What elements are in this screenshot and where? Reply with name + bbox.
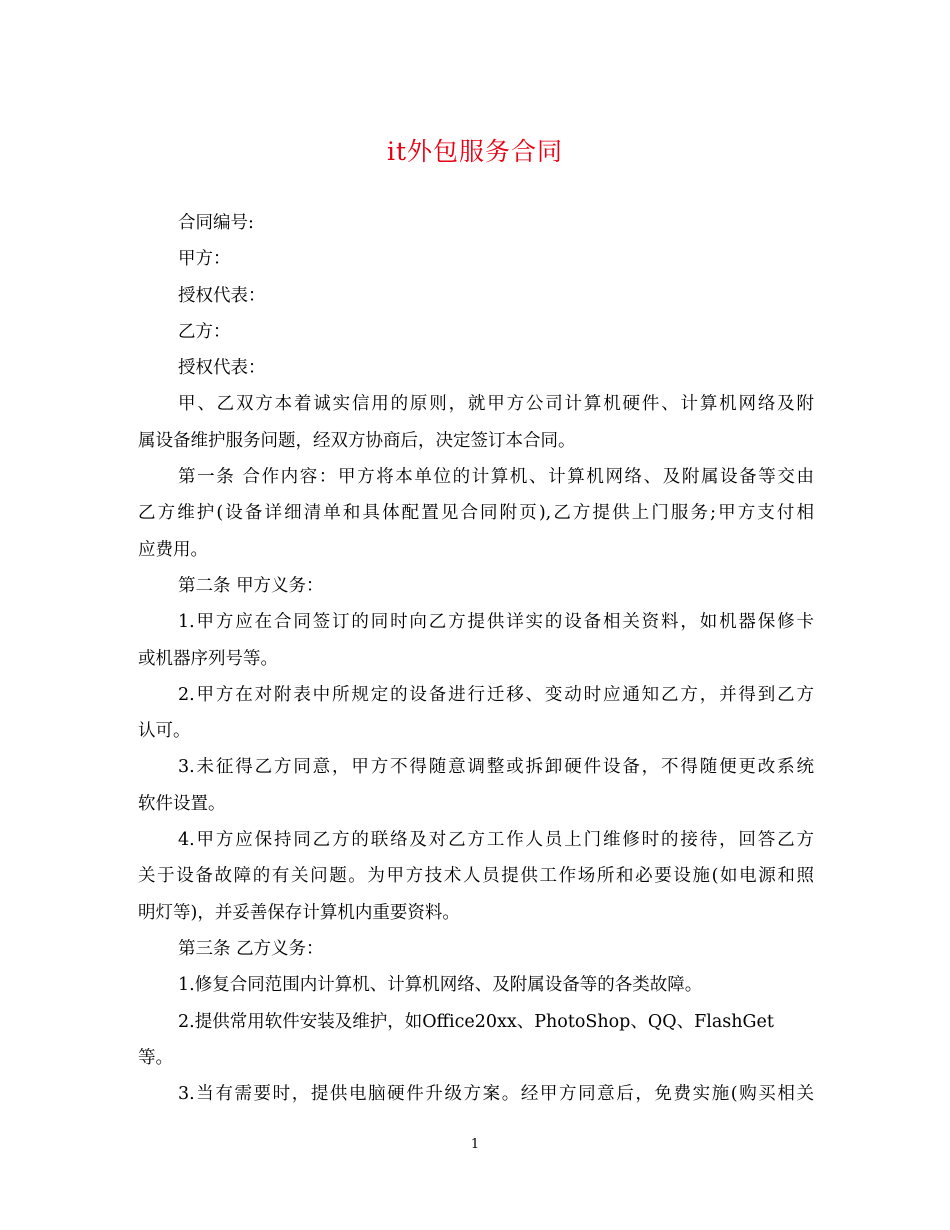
body-line: 合同编号: <box>178 213 254 233</box>
body-line: 第三条 乙方义务： <box>178 938 324 959</box>
body-line: 或机器序列号等。 <box>138 648 278 669</box>
body-line: 授权代表： <box>178 285 266 306</box>
body-line: 属设备维护服务问题，经双方协商后，决定签订本合同。 <box>138 430 576 451</box>
document-title: it外包服务合同 <box>386 137 564 166</box>
body-line: 关于设备故障的有关问题。为甲方技术人员提供工作场所和必要设施(如电源和照 <box>138 866 814 887</box>
body-line: 3.未征得乙方同意，甲方不得随意调整或拆卸硬件设备，不得随便更改系统 <box>178 757 814 778</box>
body-line: 授权代表： <box>178 358 266 379</box>
body-line: 认可。 <box>138 721 191 742</box>
body-line: 乙方维护(设备详细清单和具体配置见合同附页),乙方提供上门服务;甲方支付相 <box>138 503 814 524</box>
page-number: 1 <box>470 1137 480 1152</box>
body-line: 乙方： <box>178 321 231 342</box>
body-line: 1.修复合同范围内计算机、计算机网络、及附属设备等的各类故障。 <box>178 975 703 996</box>
body-line: 3.当有需要时，提供电脑硬件升级方案。经甲方同意后，免费实施(购买相关 <box>178 1084 814 1105</box>
body-line: 2.甲方在对附表中所规定的设备进行迁移、变动时应通知乙方，并得到乙方 <box>178 684 814 705</box>
body-line: 第二条 甲方义务： <box>178 575 324 596</box>
body-line: 甲、乙双方本着诚实信用的原则，就甲方公司计算机硬件、计算机网络及附 <box>178 394 814 415</box>
body-line: 2.提供常用软件安装及维护，如Office20xx、PhotoShop、QQ、FlashGet <box>178 1011 774 1032</box>
document-body <box>138 205 814 1112</box>
body-line: 软件设置。 <box>138 793 226 814</box>
body-line: 4.甲方应保持同乙方的联络及对乙方工作人员上门维修时的接待，回答乙方 <box>178 830 814 851</box>
body-line: 甲方： <box>178 249 231 270</box>
body-line: 应费用。 <box>138 539 208 560</box>
body-line: 明灯等)，并妥善保存计算机内重要资料。 <box>138 902 460 923</box>
body-line: 第一条 合作内容：甲方将本单位的计算机、计算机网络、及附属设备等交由 <box>178 467 814 488</box>
body-line: 1.甲方应在合同签订的同时向乙方提供详实的设备相关资料，如机器保修卡 <box>178 612 814 633</box>
body-line: 等。 <box>138 1047 173 1068</box>
